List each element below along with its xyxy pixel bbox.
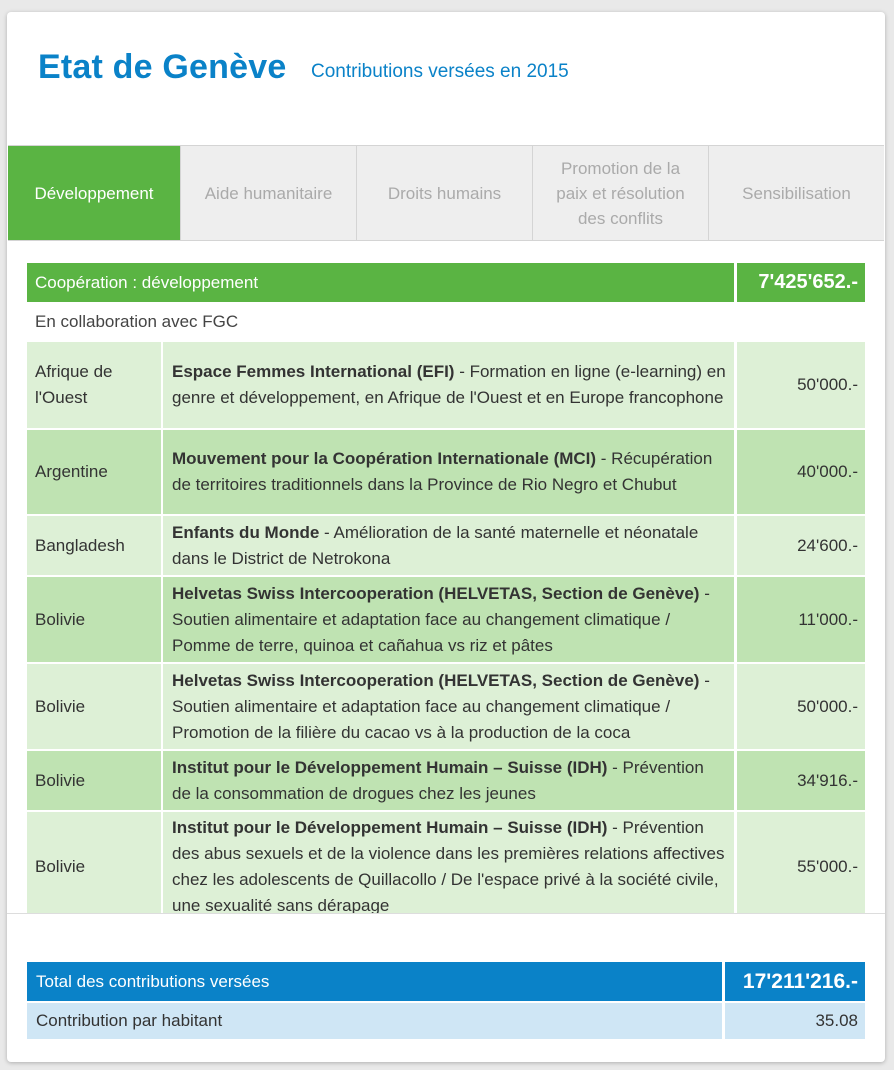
table-row (27, 577, 865, 664)
row-amount: 55'000.- (737, 812, 865, 913)
row-desc-text: - Récupération de territoires traditionnels dans la Province de Rio Negro et Chubut (172, 449, 713, 494)
table-row (27, 430, 865, 516)
section-label: Coopération : développement (27, 263, 734, 302)
row-description (163, 812, 737, 913)
page-title: Etat de Genève (38, 48, 287, 86)
collaboration-note: En collaboration avec FGC (35, 312, 239, 331)
row-desc-text: - Amélioration de la santé maternelle et néonatale dans le District de Netrokona (172, 522, 699, 568)
table-row (27, 664, 865, 751)
page-subtitle: Contributions versées en 2015 (311, 61, 569, 82)
row-amount: 34'916.- (737, 751, 865, 812)
tab-promotion-paix[interactable]: Promotion de la paix et résolution des conflits (533, 146, 709, 240)
table-row (27, 342, 865, 430)
row-amount: 11'000.- (737, 577, 865, 664)
table-row (27, 751, 865, 812)
row-desc-text: - Prévention des abus sexuels et de la violence dans les premières relations affectives chez les adolescents de Quillacollo / De l'espace privé à la société civile, une sexualité sans dérapage (172, 818, 725, 913)
row-desc-text: - Prévention de la consommation de drogues chez les jeunes (172, 757, 704, 803)
row-org: Espace Femmes International (EFI) (172, 362, 455, 381)
per-capita-amount: 35.08 (725, 1003, 865, 1039)
row-org: Helvetas Swiss Intercooperation (HELVETAS, Section de Genève) (172, 670, 700, 690)
row-desc-text: - Soutien alimentaire et adaptation face au changement climatique / Promotion de la filière du cacao vs à la production de la coca (172, 670, 710, 742)
totals-block (27, 962, 865, 1039)
row-org: Institut pour le Développement Humain – Suisse (IDH) (172, 818, 608, 837)
total-amount: 17'211'216.- (725, 962, 865, 1001)
row-org: Helvetas Swiss Intercooperation (HELVETAS, Section de Genève) (172, 583, 700, 603)
header (7, 12, 885, 145)
row-description (163, 577, 737, 664)
row-amount: 50'000.- (737, 342, 865, 430)
tab-droits-humains[interactable]: Droits humains (357, 146, 533, 240)
row-country: Afrique de l'Ouest (27, 342, 163, 430)
row-description (163, 342, 737, 430)
row-amount: 50'000.- (737, 664, 865, 751)
contributions-list[interactable] (27, 263, 865, 913)
table-row (27, 516, 865, 577)
row-country: Bolivie (27, 577, 163, 664)
row-country: Bangladesh (27, 516, 163, 577)
row-description (163, 751, 737, 812)
table-row (27, 812, 865, 913)
row-org: Mouvement pour la Coopération Internationale (MCI) (172, 449, 597, 468)
row-amount: 40'000.- (737, 430, 865, 516)
row-description (163, 664, 737, 751)
section-header (27, 263, 865, 302)
row-description (163, 516, 737, 577)
per-capita-row (27, 1003, 865, 1039)
per-capita-label: Contribution par habitant (27, 1003, 722, 1039)
row-org: Institut pour le Développement Humain – Suisse (IDH) (172, 757, 608, 777)
section-amount: 7'425'652.- (737, 263, 865, 302)
row-country: Bolivie (27, 664, 163, 751)
row-country: Argentine (27, 430, 163, 516)
row-org: Enfants du Monde (172, 522, 320, 542)
row-desc-text: - Formation en ligne (e-learning) en genre et développement, en Afrique de l'Ouest et en Europe francophone (172, 362, 726, 407)
category-tabs (8, 145, 884, 241)
contributions-card (7, 12, 885, 1062)
divider (7, 913, 885, 914)
tab-aide-humanitaire[interactable]: Aide humanitaire (181, 146, 357, 240)
total-label: Total des contributions versées (27, 962, 722, 1001)
total-row (27, 962, 865, 1001)
row-country: Bolivie (27, 812, 163, 913)
contributions-table (27, 342, 865, 913)
row-country: Bolivie (27, 751, 163, 812)
row-description (163, 430, 737, 516)
tab-developpement[interactable]: Développement (8, 146, 181, 240)
tab-sensibilisation[interactable]: Sensibilisation (742, 183, 851, 203)
row-amount: 24'600.- (737, 516, 865, 577)
row-desc-text: - Soutien alimentaire et adaptation face au changement climatique / Pomme de terre, quinoa et cañahua vs riz et pâtes (172, 583, 710, 655)
